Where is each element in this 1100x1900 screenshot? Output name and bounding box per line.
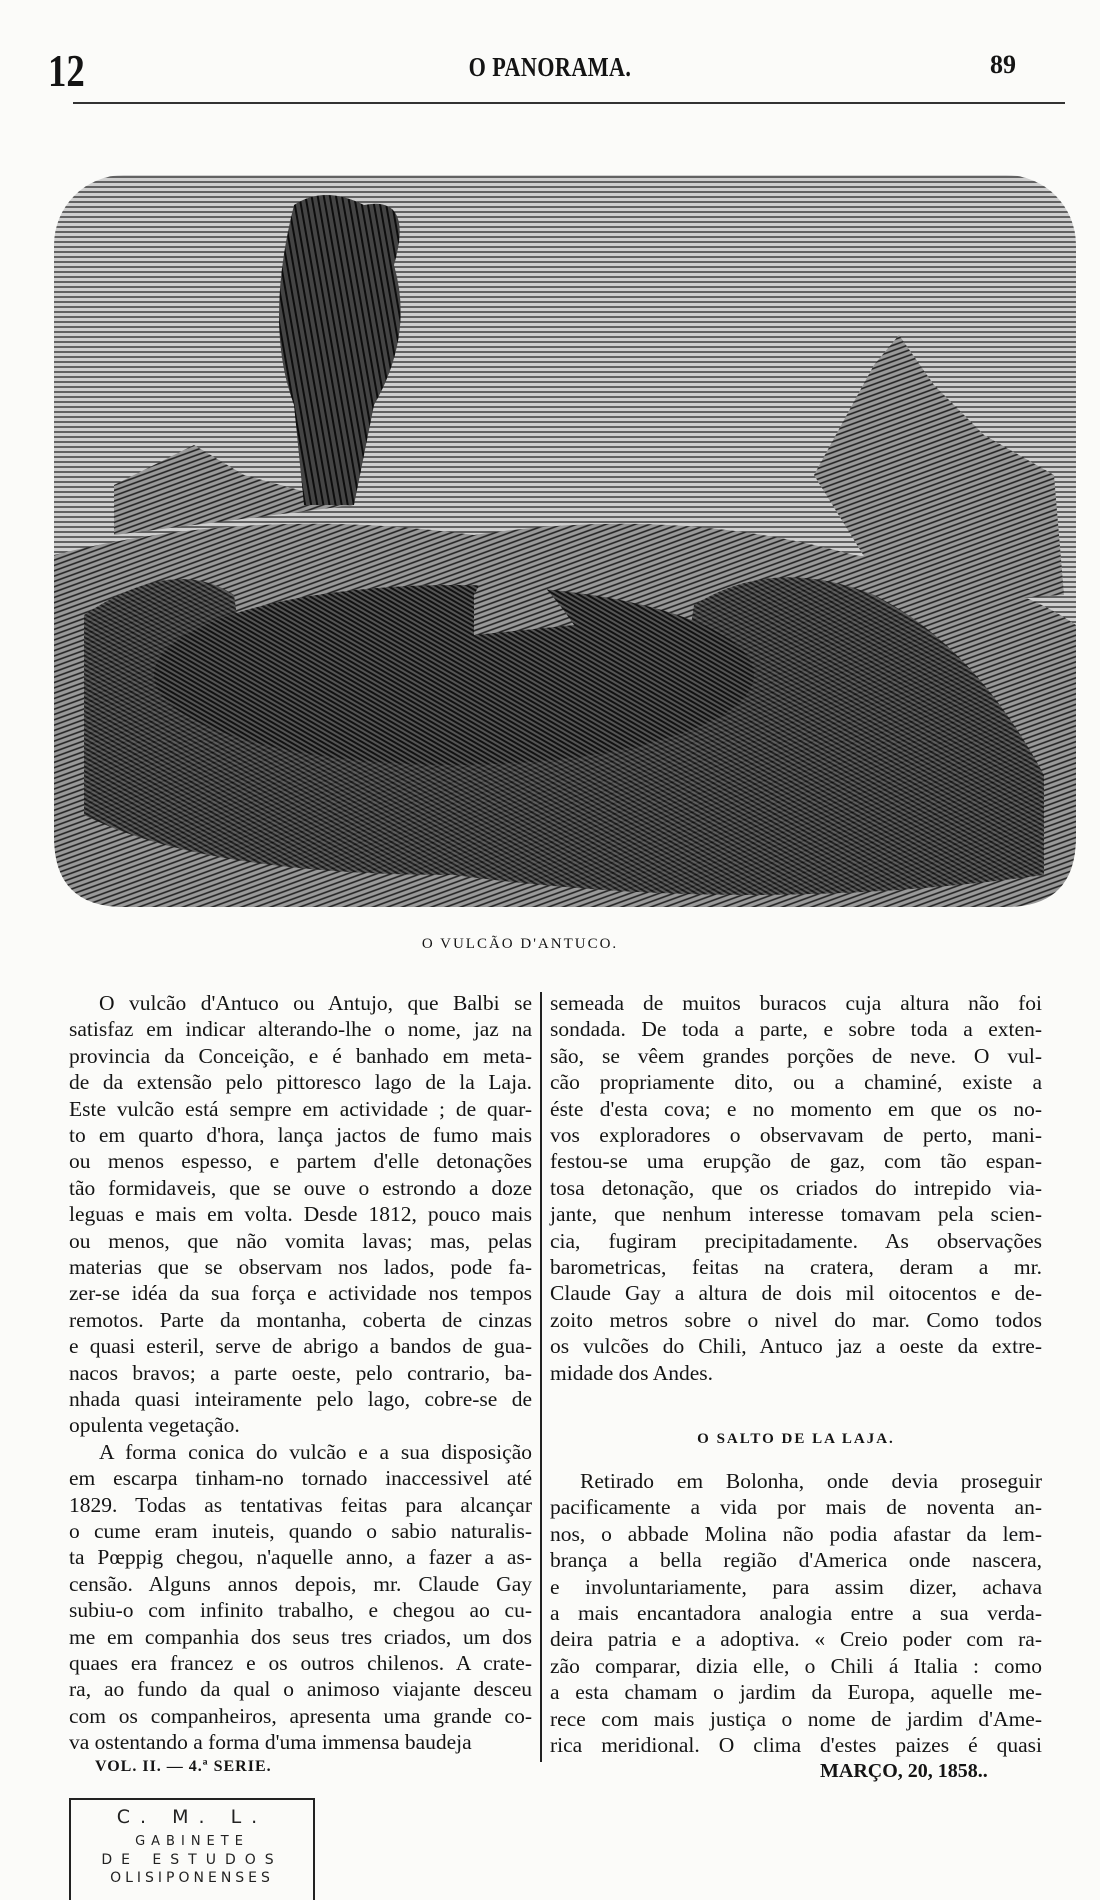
text-line: me em companhia dos seus tres criados, um dos [69,1624,532,1649]
stamp-line: OLISIPONENSES [110,1870,274,1886]
page-number-right: 89 [990,50,1016,79]
text-line: leguas e mais em volta. Desde 1812, pouco mais [69,1202,532,1227]
text-line: zoito metros sobre o nivel do mar. Como todos [550,1307,1042,1332]
text-line: midade dos Andes. [550,1360,714,1385]
volume-series: VOL. II. — 4.ª SERIE. [95,1758,272,1775]
text-line: deira patria e a adoptiva. « Creio poder com ra- [550,1627,1042,1652]
text-line: subiu-o com infinito trabalho, e chegou ao cu- [69,1598,532,1623]
column-divider [540,992,542,1762]
masthead-title: O PANORAMA. [468,52,632,82]
text-line: nacos bravos; a parte oeste, pelo contrario, ba- [69,1360,532,1385]
stamp-line: C. M. L. [116,1806,268,1828]
text-line: e quasi esteril, serve de abrigo a bandos de gua- [69,1334,532,1359]
text-line: opulenta vegetação. [69,1413,240,1438]
page-number-left: 12 [48,45,85,96]
text-line: com os companheiros, apresenta uma grande co- [69,1703,532,1728]
text-line: rica meridional. O clima d'estes paizes é quasi [550,1733,1042,1757]
text-line: são, se vêem grandes porções de neve. O vul- [550,1043,1042,1068]
text-line: festou-se uma erupção de gaz, com tão espan- [550,1149,1042,1174]
volcano-engraving [54,175,1076,907]
issue-date: MARÇO, 20, 1858.. [820,1760,988,1782]
text-line: nos, o abbade Molina não podia afastar da lem- [550,1521,1042,1546]
text-line: ou menos espesso, e partem d'elle detonações [69,1149,532,1174]
text-line: provincia da Conceição, e é banhado em meta- [69,1043,532,1068]
text-line: barometricas, feitas na cratera, deram a mr. [550,1255,1042,1279]
text-line: remotos. Parte da montanha, coberta de cinzas [69,1307,532,1332]
text-line: ra, ao fundo da qual o animoso viajante desceu [69,1677,532,1702]
text-line: jante, que nenhum interesse tomavam pela scien- [550,1202,1042,1227]
text-line: ou menos, que não vomita lavas; mas, pelas [69,1228,532,1253]
text-line: va ostentando a forma d'uma immensa baudeja [69,1730,472,1755]
text-line: cia, fugiram precipitadamente. As observações [550,1228,1042,1253]
text-line: semeada de muitos buracos cuja altura não foi [550,991,1042,1015]
text-line: 1829. Todas as tentativas feitas para alcançar [69,1492,532,1517]
text-line: zer-se idéa da sua força e actividade nos tempos [69,1281,532,1306]
text-line: censão. Alguns annos depois, mr. Claude Gay [69,1571,532,1596]
text-line: Este vulcão está sempre em actividade ; de quar- [69,1096,532,1121]
text-line: o cume eram inuteis, quando o sabio naturalis- [69,1519,532,1543]
text-line: zão comparar, dizia elle, o Chili á Italia : como [550,1653,1042,1678]
illustration-caption: O VULCÃO D'ANTUCO. [421,936,619,952]
text-line: éste d'esta cova; e no momento em que os no- [550,1096,1042,1121]
library-stamp [69,1798,315,1900]
section-heading: O SALTO DE LA LAJA. [697,1431,895,1447]
text-line: cão propriamente dito, ou a chaminé, existe a [550,1070,1042,1095]
text-line: os vulcões do Chili, Antuco jaz a oeste da extre- [550,1334,1042,1359]
text-line: to em quarto d'hora, lança jactos de fumo mais [69,1123,532,1147]
stamp-line: DE ESTUDOS [101,1852,283,1868]
text-line: a mais encantadora analogia entre a sua verda- [550,1601,1042,1625]
text-line: satisfaz em indicar alterando-lhe o nome, jaz na [69,1017,532,1042]
text-line: rece com mais justiça o nome de jardim d'Ame- [550,1706,1042,1731]
text-line: a esta chamam o jardim da Europa, aquelle me- [550,1680,1042,1705]
text-line: ta Pœppig chegou, n'aquelle anno, a fazer a as- [69,1545,532,1570]
text-line: em escarpa tinham-no tornado inaccessivel até [69,1466,532,1491]
text-line: quaes era francez e os outros chilenos. A crate- [69,1651,532,1675]
text-line: pacificamente a vida por mais de noventa an- [550,1495,1042,1520]
header-rule [73,102,1065,104]
text-line: A forma conica do vulcão e a sua disposição [99,1439,532,1464]
text-line: vos exploradores o observavam de perto, mani- [550,1123,1042,1147]
text-line: materias que se observam nos lados, pode fa- [69,1255,532,1279]
text-line: tão formidaveis, que se ouve o estrondo a doze [69,1175,532,1200]
text-line: Retirado em Bolonha, onde devia proseguir [580,1469,1042,1493]
text-line: de da extensão pelo pittoresco lago de la Laja. [69,1070,532,1095]
text-line: brança a bella região d'America onde nascera, [550,1548,1042,1573]
text-line: Claude Gay a altura de dois mil oitocentos e de- [550,1281,1042,1306]
text-line: tosa detonação, que os criados do intrepido via- [550,1175,1042,1200]
stamp-line: GABINETE [135,1834,249,1849]
text-line: nhada quasi inteiramente pelo lago, cobre-se de [69,1387,532,1411]
text-line: O vulcão d'Antuco ou Antujo, que Balbi se [99,991,532,1015]
text-line: e involuntariamente, para assim dizer, achava [550,1574,1042,1599]
text-line: sondada. De toda a parte, e sobre toda a exten- [550,1017,1042,1042]
